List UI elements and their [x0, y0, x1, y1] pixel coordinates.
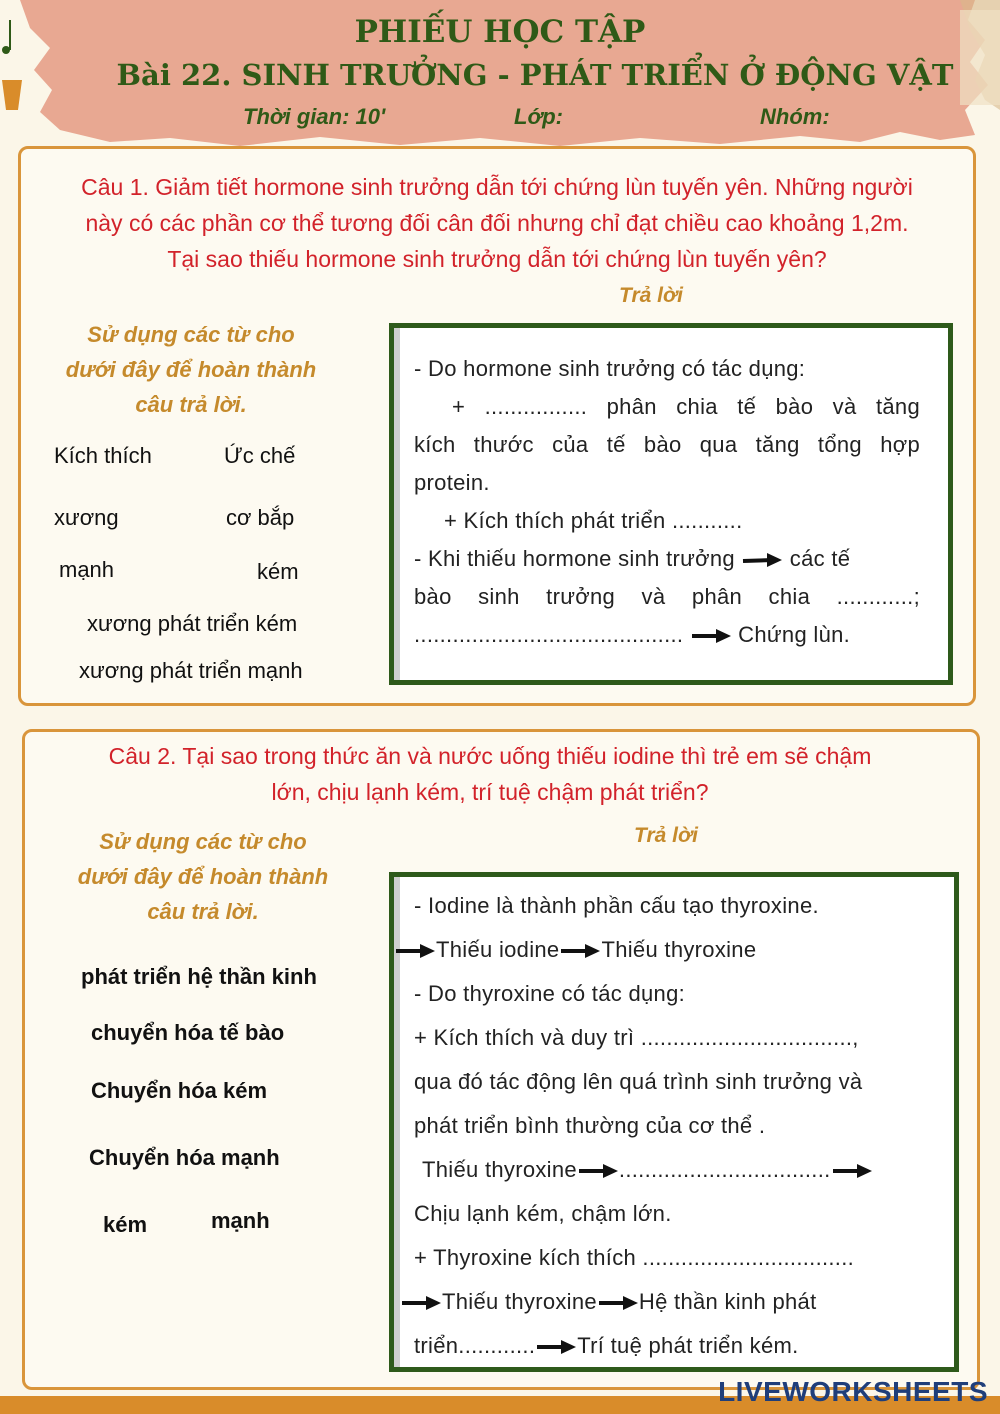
answer-1-text: Chứng lùn.	[738, 622, 851, 647]
time-label: Thời gian: 10'	[243, 104, 386, 129]
word-chip[interactable]: Kích thích	[54, 443, 152, 468]
instruction-2-line-2: dưới đây để hoàn thành	[77, 864, 329, 889]
word-chip[interactable]: cơ bắp	[226, 505, 295, 530]
answer-2-line: phát triển bình thường của cơ thể .	[414, 1113, 766, 1138]
answer-2-text: Trí tuệ phát triển kém.	[577, 1333, 799, 1358]
answer-2-text: Thiếu iodine	[436, 937, 560, 962]
answer-1-line: protein.	[414, 470, 490, 495]
question-2-line-1: Câu 2. Tại sao trong thức ăn và nước uống thiếu iodine thì trẻ em sẽ chậm	[108, 743, 872, 769]
answer-2-blank[interactable]: triển............	[414, 1333, 536, 1358]
answer-1-line	[414, 546, 850, 572]
question-1-card	[18, 146, 976, 706]
answer-2-line: Chịu lạnh kém, chậm lớn.	[414, 1201, 672, 1226]
arrow-right-icon	[559, 942, 601, 960]
instruction-1	[41, 317, 341, 422]
answer-2-line: - Iodine là thành phần cấu tạo thyroxine.	[414, 893, 819, 918]
answer-1-blank-line[interactable]: + Kích thích phát triển ...........	[444, 508, 743, 533]
word-chip[interactable]: kém	[103, 1212, 148, 1237]
instruction-1-line-1: Sử dụng các từ cho	[87, 322, 295, 347]
question-2-line-2: lớn, chịu lạnh kém, trí tuệ chậm phát triển?	[271, 779, 709, 805]
instruction-2-line-1: Sử dụng các từ cho	[99, 829, 307, 854]
answer-2-line: - Do thyroxine có tác dụng:	[414, 981, 686, 1006]
answer-2-label: Trả lời	[634, 824, 698, 847]
instruction-2	[53, 824, 353, 929]
group-label: Nhóm:	[760, 104, 830, 129]
question-2-text	[25, 738, 955, 810]
answer-2-box	[389, 872, 959, 1372]
word-chip[interactable]: mạnh	[211, 1208, 270, 1233]
word-chip[interactable]: kém	[257, 559, 299, 584]
arrow-right-icon	[577, 1162, 619, 1180]
answer-2-text: Thiếu thyroxine	[442, 1289, 597, 1314]
word-chip[interactable]: mạnh	[59, 557, 115, 582]
answer-2-line: qua đó tác động lên quá trình sinh trưởng và	[414, 1069, 863, 1094]
answer-1-blank-line[interactable]: bào sinh trưởng và phân chia ............;	[414, 584, 920, 609]
answer-1-line: - Do hormone sinh trưởng có tác dụng:	[414, 356, 806, 381]
question-1-line-2: này có các phần cơ thể tương đối cân đối nhưng chỉ đạt chiều cao khoảng 1,2m.	[85, 210, 909, 236]
word-chip[interactable]: Chuyển hóa kém	[91, 1078, 268, 1103]
answer-2-blank-line[interactable]: + Thyroxine kích thích .................................	[414, 1245, 855, 1270]
answer-1-line: kích thước của tế bào qua tăng tổng hợp	[414, 432, 920, 457]
answer-1-blank-line[interactable]: + ................ phân chia tế bào và tăng	[452, 394, 920, 419]
arrow-right-icon	[597, 1294, 639, 1312]
answer-2-line	[414, 1333, 799, 1359]
answer-1-box	[389, 323, 953, 685]
answer-1-text: các tế	[789, 546, 851, 571]
answer-1-line	[414, 622, 850, 648]
word-chip[interactable]: xương	[54, 505, 119, 530]
question-2-card	[22, 729, 980, 1390]
arrow-right-icon	[741, 551, 783, 569]
word-chip[interactable]: chuyển hóa tế bào	[91, 1020, 285, 1045]
word-chip[interactable]: Ức chế	[224, 443, 296, 468]
answer-2-text: Thiếu thyroxine	[422, 1157, 577, 1182]
answer-2-text: Thiếu thyroxine	[601, 937, 757, 962]
class-label: Lớp:	[514, 104, 563, 129]
answer-2-blank[interactable]: .................................	[618, 1157, 831, 1182]
arrow-right-icon	[400, 1294, 442, 1312]
arrow-right-icon	[690, 627, 732, 645]
instruction-1-line-2: dưới đây để hoàn thành	[65, 357, 317, 382]
arrow-right-icon	[535, 1338, 577, 1356]
instruction-2-line-3: câu trả lời.	[147, 899, 259, 924]
word-chip[interactable]: Chuyển hóa mạnh	[89, 1145, 280, 1170]
arrow-right-icon	[831, 1162, 873, 1180]
liveworksheets-logo[interactable]: LIVEWORKSHEETS	[718, 1376, 988, 1407]
answer-2-line	[394, 937, 756, 963]
answer-2-blank-line[interactable]: + Kích thích và duy trì .................................,	[414, 1025, 859, 1050]
answer-1-label: Trả lời	[619, 284, 683, 307]
word-chip[interactable]: xương phát triển kém	[87, 611, 298, 636]
word-chip[interactable]: xương phát triển mạnh	[79, 658, 303, 683]
question-1-line-3: Tại sao thiếu hormone sinh trưởng dẫn tới chứng lùn tuyến yên?	[167, 246, 827, 272]
page-title: PHIẾU HỌC TẬP	[354, 14, 646, 50]
answer-1-blank[interactable]: ..........................................	[414, 622, 684, 647]
answer-2-line	[400, 1289, 816, 1315]
word-chip[interactable]: phát triển hệ thần kinh	[81, 964, 317, 989]
answer-1-text: - Khi thiếu hormone sinh trưởng	[414, 546, 735, 571]
arrow-right-icon	[394, 942, 436, 960]
instruction-1-line-3: câu trả lời.	[135, 392, 247, 417]
question-1-text	[21, 169, 973, 277]
question-1-line-1: Câu 1. Giảm tiết hormone sinh trưởng dẫn tới chứng lùn tuyến yên. Những người	[81, 174, 913, 200]
page-subtitle: Bài 22. SINH TRƯỞNG - PHÁT TRIỂN Ở ĐỘNG VẬT	[116, 58, 954, 92]
answer-2-line	[422, 1157, 873, 1183]
answer-2-text: Hệ thần kinh phát	[638, 1289, 817, 1314]
